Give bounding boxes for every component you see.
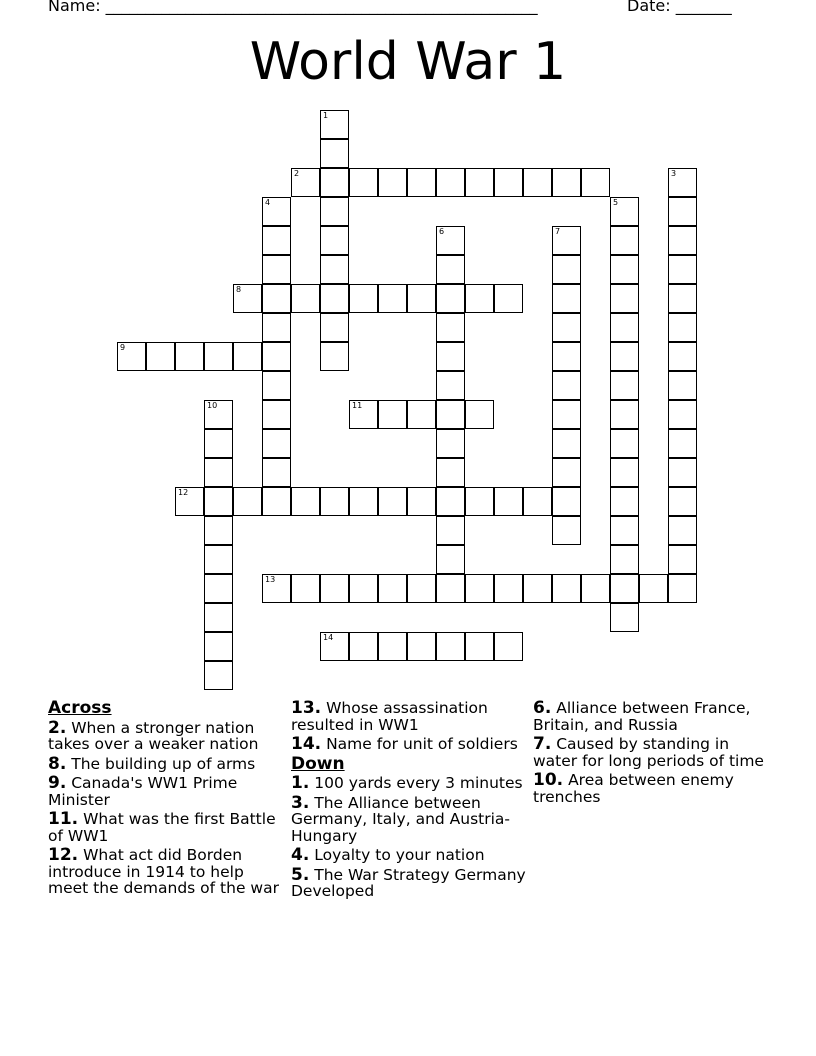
crossword-cell[interactable] <box>465 168 494 197</box>
crossword-cell[interactable] <box>465 400 494 429</box>
crossword-cell[interactable] <box>436 516 465 545</box>
crossword-cell[interactable] <box>291 168 320 197</box>
crossword-cell[interactable] <box>204 487 233 516</box>
crossword-cell[interactable] <box>378 168 407 197</box>
crossword-cell[interactable] <box>668 487 697 516</box>
crossword-cell[interactable] <box>436 284 465 313</box>
crossword-cell[interactable] <box>552 516 581 545</box>
crossword-cell[interactable] <box>436 313 465 342</box>
crossword-cell[interactable] <box>465 632 494 661</box>
crossword-cell[interactable] <box>668 313 697 342</box>
crossword-cell[interactable] <box>320 168 349 197</box>
crossword-cell[interactable] <box>262 487 291 516</box>
crossword-cell[interactable] <box>204 545 233 574</box>
crossword-cell[interactable] <box>407 574 436 603</box>
crossword-cell[interactable] <box>668 545 697 574</box>
crossword-cell[interactable] <box>262 226 291 255</box>
crossword-cell[interactable] <box>552 458 581 487</box>
crossword-cell[interactable] <box>436 342 465 371</box>
crossword-cell[interactable] <box>349 632 378 661</box>
clue-number: 4 <box>265 198 271 207</box>
crossword-cell[interactable] <box>378 574 407 603</box>
crossword-cell[interactable] <box>262 313 291 342</box>
clue-number: 12 <box>178 488 189 497</box>
crossword-cell[interactable] <box>668 342 697 371</box>
crossword-cell[interactable] <box>610 197 639 226</box>
crossword-cell[interactable] <box>552 400 581 429</box>
crossword-cell[interactable] <box>175 487 204 516</box>
crossword-cell[interactable] <box>117 342 146 371</box>
crossword-cell[interactable] <box>204 603 233 632</box>
crossword-cell[interactable] <box>465 487 494 516</box>
crossword-cell[interactable] <box>552 313 581 342</box>
crossword-cell[interactable] <box>668 197 697 226</box>
crossword-cell[interactable] <box>204 400 233 429</box>
page-title: World War 1 <box>249 32 567 92</box>
clue-down-4: 4. Loyalty to your nation <box>291 845 485 865</box>
clue-across-9: 9. Canada's WW1 Prime Minister <box>48 773 238 809</box>
clue-down-7: 7. Caused by standing in water for long periods of time <box>533 734 764 770</box>
clue-column-2 <box>291 700 527 903</box>
clue-number: 8 <box>236 285 242 294</box>
crossword-cell[interactable] <box>436 545 465 574</box>
crossword-cell[interactable] <box>465 284 494 313</box>
crossword-cell[interactable] <box>378 400 407 429</box>
clue-number: 10 <box>207 401 218 410</box>
clue-column-3 <box>533 700 773 808</box>
crossword-cell[interactable] <box>436 371 465 400</box>
crossword-cell[interactable] <box>494 168 523 197</box>
crossword-cell[interactable] <box>494 574 523 603</box>
crossword-cell[interactable] <box>494 284 523 313</box>
crossword-cell[interactable] <box>262 574 291 603</box>
crossword-cell[interactable] <box>610 545 639 574</box>
crossword-cell[interactable] <box>320 197 349 226</box>
clue-across-11: 11. What was the first Battle of WW1 <box>48 809 276 845</box>
down-heading: Down <box>291 753 345 774</box>
crossword-cell[interactable] <box>204 632 233 661</box>
clue-number: 5 <box>613 198 619 207</box>
crossword-cell[interactable] <box>610 313 639 342</box>
crossword-cell[interactable] <box>610 516 639 545</box>
crossword-cell[interactable] <box>523 487 552 516</box>
crossword-cell[interactable] <box>552 168 581 197</box>
crossword-cell[interactable] <box>610 429 639 458</box>
crossword-cell[interactable] <box>610 226 639 255</box>
crossword-cell[interactable] <box>436 255 465 284</box>
crossword-cell[interactable] <box>262 197 291 226</box>
crossword-cell[interactable] <box>233 284 262 313</box>
clue-column-1 <box>48 700 286 900</box>
crossword-cell[interactable] <box>349 284 378 313</box>
crossword-cell[interactable] <box>494 487 523 516</box>
crossword-cell[interactable] <box>581 574 610 603</box>
crossword-cell[interactable] <box>436 226 465 255</box>
crossword-cell[interactable] <box>552 342 581 371</box>
clue-number: 14 <box>323 633 334 642</box>
clue-number: 3 <box>671 169 677 178</box>
crossword-cell[interactable] <box>610 371 639 400</box>
crossword-cell[interactable] <box>523 574 552 603</box>
crossword-cell[interactable] <box>233 487 262 516</box>
crossword-cell[interactable] <box>436 632 465 661</box>
crossword-cell[interactable] <box>233 342 262 371</box>
crossword-cell[interactable] <box>639 574 668 603</box>
crossword-cell[interactable] <box>436 574 465 603</box>
crossword-cell[interactable] <box>262 400 291 429</box>
crossword-cell[interactable] <box>668 400 697 429</box>
date-field[interactable]: Date: _______ <box>627 0 732 15</box>
crossword-cell[interactable] <box>320 110 349 139</box>
crossword-cell[interactable] <box>320 574 349 603</box>
clue-down-5: 5. The War Strategy Germany Developed <box>291 864 526 900</box>
crossword-cell[interactable] <box>320 139 349 168</box>
crossword-cell[interactable] <box>378 487 407 516</box>
crossword-cell[interactable] <box>320 284 349 313</box>
crossword-cell[interactable] <box>349 400 378 429</box>
crossword-cell[interactable] <box>320 632 349 661</box>
crossword-cell[interactable] <box>610 342 639 371</box>
crossword-cell[interactable] <box>610 458 639 487</box>
crossword-cell[interactable] <box>204 429 233 458</box>
crossword-cell[interactable] <box>204 342 233 371</box>
crossword-cell[interactable] <box>668 458 697 487</box>
crossword-cell[interactable] <box>668 255 697 284</box>
clue-number: 2 <box>294 169 300 178</box>
clue-across-2: 2. When a stronger nation takes over a weaker nation <box>48 717 259 753</box>
crossword-cell[interactable] <box>668 516 697 545</box>
clue-down-10: 10. Area between enemy trenches <box>533 770 734 806</box>
crossword-cell[interactable] <box>291 487 320 516</box>
crossword-cell[interactable] <box>349 168 378 197</box>
clue-across-14: 14. Name for unit of soldiers <box>291 734 518 754</box>
clue-number: 1 <box>323 111 329 120</box>
crossword-cell[interactable] <box>407 487 436 516</box>
crossword-cell[interactable] <box>552 487 581 516</box>
crossword-cell[interactable] <box>204 516 233 545</box>
crossword-cell[interactable] <box>175 342 204 371</box>
crossword-cell[interactable] <box>610 284 639 313</box>
crossword-cell[interactable] <box>668 226 697 255</box>
crossword-cell[interactable] <box>262 429 291 458</box>
crossword-cell[interactable] <box>494 632 523 661</box>
crossword-cell[interactable] <box>291 574 320 603</box>
crossword-cell[interactable] <box>407 400 436 429</box>
clue-across-12: 12. What act did Borden introduce in 1914 to help meet the demands of the war <box>48 845 279 897</box>
crossword-cell[interactable] <box>378 632 407 661</box>
crossword-cell[interactable] <box>320 313 349 342</box>
clue-down-3: 3. The Alliance between Germany, Italy, and Austria-Hungary <box>291 792 511 845</box>
crossword-cell[interactable] <box>349 574 378 603</box>
crossword-cell[interactable] <box>378 284 407 313</box>
crossword-cell[interactable] <box>291 284 320 313</box>
crossword-cell[interactable] <box>407 632 436 661</box>
clue-number: 11 <box>352 401 363 410</box>
crossword-cell[interactable] <box>581 168 610 197</box>
crossword-cell[interactable] <box>204 661 233 690</box>
crossword-cell[interactable] <box>204 574 233 603</box>
crossword-cell[interactable] <box>668 284 697 313</box>
crossword-cell[interactable] <box>668 574 697 603</box>
crossword-cell[interactable] <box>262 458 291 487</box>
crossword-cell[interactable] <box>262 255 291 284</box>
crossword-cell[interactable] <box>465 574 494 603</box>
crossword-cell[interactable] <box>262 371 291 400</box>
crossword-cell[interactable] <box>523 168 552 197</box>
crossword-cell[interactable] <box>262 284 291 313</box>
clue-down-6: 6. Alliance between France, Britain, and Russia <box>533 698 751 734</box>
crossword-cell[interactable] <box>552 284 581 313</box>
crossword-cell[interactable] <box>320 255 349 284</box>
crossword-cell[interactable] <box>320 487 349 516</box>
clue-number: 6 <box>439 227 445 236</box>
clue-across-13: 13. Whose assassination resulted in WW1 <box>291 698 488 734</box>
crossword-cell[interactable] <box>204 458 233 487</box>
across-heading: Across <box>48 698 112 718</box>
name-field[interactable]: Name: ______________________________________________________ <box>48 0 538 15</box>
clue-number: 7 <box>555 227 561 236</box>
crossword-cell[interactable] <box>552 226 581 255</box>
crossword-cell[interactable] <box>668 168 697 197</box>
crossword-cell[interactable] <box>610 400 639 429</box>
crossword-cell[interactable] <box>552 574 581 603</box>
crossword-cell[interactable] <box>436 168 465 197</box>
crossword-cell[interactable] <box>668 371 697 400</box>
crossword-cell[interactable] <box>349 487 378 516</box>
crossword-cell[interactable] <box>552 371 581 400</box>
crossword-cell[interactable] <box>262 342 291 371</box>
crossword-cell[interactable] <box>320 342 349 371</box>
crossword-cell[interactable] <box>668 429 697 458</box>
crossword-cell[interactable] <box>436 458 465 487</box>
crossword-cell[interactable] <box>436 429 465 458</box>
crossword-cell[interactable] <box>436 487 465 516</box>
clue-down-1: 1. 100 yards every 3 minutes <box>291 773 523 793</box>
crossword-cell[interactable] <box>407 168 436 197</box>
crossword-cell[interactable] <box>610 487 639 516</box>
crossword-cell[interactable] <box>552 255 581 284</box>
crossword-cell[interactable] <box>436 400 465 429</box>
crossword-cell[interactable] <box>320 226 349 255</box>
clue-across-8: 8. The building up of arms <box>48 753 256 774</box>
crossword-cell[interactable] <box>610 255 639 284</box>
crossword-cell[interactable] <box>407 284 436 313</box>
clue-number: 9 <box>120 343 126 352</box>
crossword-cell[interactable] <box>610 603 639 632</box>
crossword-cell[interactable] <box>552 429 581 458</box>
clue-number: 13 <box>265 575 276 584</box>
crossword-cell[interactable] <box>146 342 175 371</box>
crossword-cell[interactable] <box>610 574 639 603</box>
